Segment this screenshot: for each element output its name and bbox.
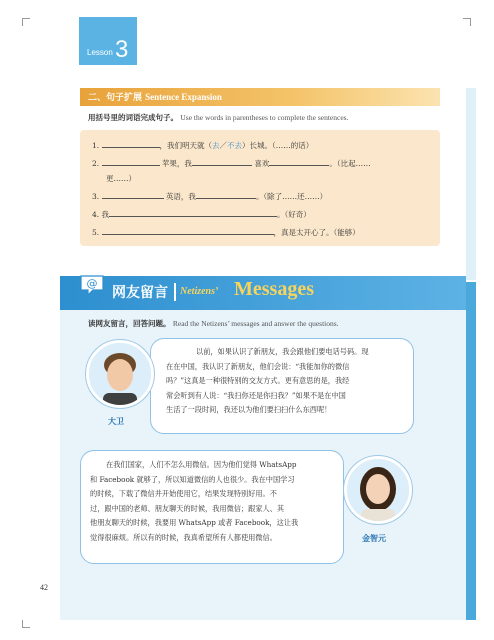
sentence-number: 4.: [92, 210, 100, 219]
sentence-number: 1.: [92, 141, 100, 150]
lesson-word: Lesson: [87, 48, 113, 57]
crop-mark: [22, 18, 23, 26]
author-name: 金智元: [362, 534, 386, 543]
avatar-dawei: [86, 340, 154, 408]
section-title-en: Sentence Expansion: [145, 92, 222, 102]
sentence-1: [92, 139, 313, 151]
sentence-5: [92, 226, 360, 238]
slash-text: ／: [219, 141, 228, 150]
message-line: 以前，如果认识了新朋友，我会跟他们要电话号码。现: [196, 347, 369, 356]
message-line: 常会听到有人说：“我扫你还是你扫我？”如果不是在中国: [166, 390, 346, 400]
crop-mark: [463, 18, 471, 19]
message-line: 吗？”这真是一种很特别的交友方式。更有意思的是，我经: [166, 376, 350, 385]
title-divider: [174, 283, 176, 301]
page-number: 42: [40, 583, 48, 592]
author-name: 大卫: [108, 417, 124, 426]
answer-blank[interactable]: [102, 226, 274, 235]
sentence-text: 。（比起……: [329, 159, 371, 168]
message-line: 过，跟中国的老师、朋友聊天的时候，我用微信；跟家人、其: [90, 503, 285, 513]
answer-blank[interactable]: [192, 157, 252, 166]
netizens-title-en: Netizens’: [180, 286, 219, 297]
section-instruction: [88, 112, 348, 123]
edge-bar: [466, 88, 476, 280]
instruction-en: Use the words in parentheses to complete the sentences.: [180, 113, 349, 122]
lesson-number: 3: [115, 36, 129, 63]
message-line: 他朋友聊天的时候，我要用 WhatsApp 或者 Facebook，这让我: [90, 518, 299, 527]
sentence-4: [92, 208, 311, 220]
sentence-2-cont: [106, 173, 136, 184]
sentence-text: 苹果，我: [161, 159, 192, 168]
sentence-number: 5.: [92, 228, 100, 237]
lesson-tab: [79, 17, 137, 65]
message-line: 生活了一段时间，我还以为他们要扫扫什么东西呢！: [166, 405, 332, 414]
avatar-jinzhiyuan: [344, 456, 412, 524]
sentence-text: 。（好奇）: [277, 210, 311, 219]
netizens-instruction: [88, 318, 339, 329]
message-line: 在在中国，我认识了新朋友，他们会说：“我能加你的微信: [166, 361, 350, 371]
answer-blank[interactable]: [109, 208, 277, 217]
sentence-text: 英语，我: [165, 192, 196, 201]
section-heading: [80, 88, 440, 106]
crop-mark: [470, 18, 471, 26]
avatar-image: [89, 343, 151, 405]
sentence-text: ）长城。（……的话）: [242, 141, 314, 150]
answer-blank[interactable]: [102, 139, 160, 148]
sentence-2: [92, 157, 371, 169]
avatar-image: [347, 459, 409, 521]
sentence-text: ，真是太开心了。（能够）: [273, 228, 360, 237]
netizens-title-messages: Messages: [234, 278, 314, 300]
instruction-en: Read the Netizens’ messages and answer the questions.: [172, 319, 339, 328]
message-line: 在我们国家，人们不怎么用微信。因为他们觉得 WhatsApp: [106, 460, 297, 469]
sentence-3: [92, 190, 327, 202]
section-title-zh: 二、句子扩展: [88, 93, 143, 103]
crop-mark: [22, 627, 30, 628]
option-text: 不去: [227, 141, 243, 150]
message-text: [90, 458, 336, 545]
sentence-number: 3.: [92, 192, 100, 201]
answer-blank[interactable]: [196, 190, 256, 199]
message-text: [166, 345, 406, 418]
svg-text:@: @: [86, 277, 98, 290]
message-line: 的时候，下载了微信并开始使用它，结果发现特别好用。不: [90, 489, 277, 498]
sentence-text: 我: [101, 210, 110, 219]
message-line: 和 Facebook 就够了，所以知道微信的人也很少。我在中国学习: [90, 474, 295, 484]
instruction-zh: 用括号里的词语完成句子。: [88, 113, 178, 122]
answer-blank[interactable]: [269, 157, 329, 166]
at-icon: [78, 272, 106, 298]
sentence-text: 。（除了……还……）: [255, 192, 328, 201]
answer-blank[interactable]: [102, 190, 164, 199]
sentence-text: ，我们明天就（: [159, 141, 213, 150]
sentence-text: 更……）: [106, 174, 136, 183]
answer-blank[interactable]: [102, 157, 160, 166]
edge-bar-blue: [466, 282, 476, 620]
message-line: 觉得很麻烦。所以有的时候，我真希望所有人都使用微信。: [90, 532, 277, 542]
netizens-title-zh: 网友留言: [112, 285, 168, 301]
sentence-text: 喜欢: [254, 159, 270, 168]
crop-mark: [22, 18, 30, 19]
option-text: 去: [212, 141, 220, 150]
sentence-number: 2.: [92, 159, 100, 168]
instruction-zh: 读网友留言，回答问题。: [88, 319, 171, 328]
